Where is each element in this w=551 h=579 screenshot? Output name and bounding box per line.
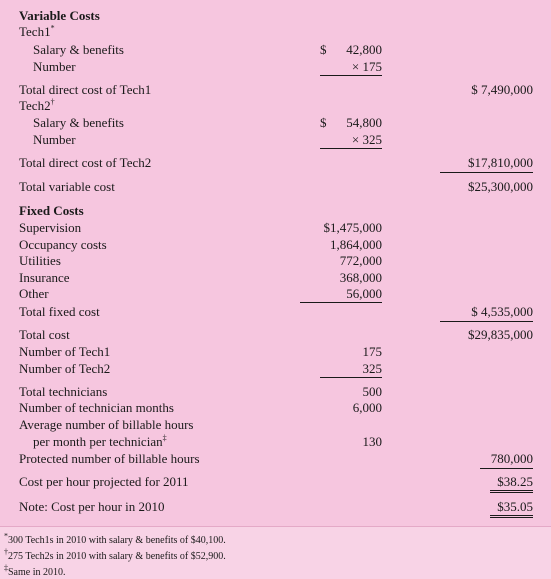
technician-months-value: 6,000 [352, 400, 382, 415]
footnote [4, 531, 226, 547]
avg-billable-label-line2-row [33, 434, 167, 449]
fixed-item-value: 368,000 [339, 270, 382, 285]
footnote-marker: * [4, 531, 8, 541]
fixed-item-label: Insurance [19, 270, 70, 285]
avg-billable-footnote-marker: ‡ [162, 433, 167, 443]
fixed-item-value: 772,000 [339, 253, 382, 268]
num-tech1-value: 175 [362, 344, 382, 359]
tech2-total-value: $17,810,000 [440, 155, 533, 173]
tech2-salary-label: Salary & benefits [33, 115, 124, 130]
total-technicians-value: 500 [362, 384, 382, 399]
avg-billable-label-line2: per month per technician [33, 434, 163, 449]
footnote-text: Same in 2010. [8, 567, 66, 578]
total-fixed-value: $ 4,535,000 [440, 304, 533, 322]
fixed-item-label: Supervision [19, 220, 82, 235]
cost-per-hour-2011-label: Cost per hour projected for 2011 [19, 474, 189, 489]
tech2-label-row [19, 98, 55, 113]
footnotes [0, 526, 551, 579]
total-variable-label: Total variable cost [19, 179, 115, 194]
footnote [4, 547, 226, 563]
tech2-number-label: Number [33, 132, 76, 147]
protected-hours-label: Protected number of billable hours [19, 451, 200, 466]
fixed-item-label: Utilities [19, 253, 61, 268]
total-variable-value: $25,300,000 [468, 179, 533, 194]
fixed-costs-heading: Fixed Costs [19, 203, 84, 218]
cost-per-hour-2010-label: Note: Cost per hour in 2010 [19, 499, 165, 514]
tech1-footnote-marker: * [50, 23, 55, 33]
tech1-total-value: $ 7,490,000 [471, 82, 533, 97]
fixed-item-value: $1,475,000 [323, 220, 382, 235]
tech1-salary-label: Salary & benefits [33, 42, 124, 57]
fixed-item-value: 1,864,000 [330, 237, 382, 252]
cost-per-hour-2011-value: $38.25 [490, 474, 533, 493]
tech1-number-label: Number [33, 59, 76, 74]
tech1-label-row [19, 24, 55, 39]
variable-costs-heading: Variable Costs [19, 8, 100, 23]
total-cost-value: $29,835,000 [468, 327, 533, 342]
footnote-marker: † [4, 547, 8, 557]
footnote-text: 300 Tech1s in 2010 with salary & benefits of $40,100. [8, 535, 226, 546]
footnote-text: 275 Tech2s in 2010 with salary & benefits of $52,900. [8, 551, 226, 562]
fixed-item-label: Occupancy costs [19, 237, 107, 252]
total-technicians-label: Total technicians [19, 384, 108, 399]
tech2-label: Tech2 [19, 98, 51, 113]
num-tech1-label: Number of Tech1 [19, 344, 111, 359]
protected-hours-value: 780,000 [480, 451, 533, 469]
num-tech2-value: 325 [320, 361, 382, 378]
cost-per-hour-2010-value: $35.05 [490, 499, 533, 518]
fixed-item-label: Other [19, 286, 49, 301]
tech1-number-value: × 175 [320, 59, 382, 76]
fixed-item-value: 56,000 [300, 286, 382, 303]
tech2-footnote-marker: † [50, 97, 55, 107]
avg-billable-label-line1: Average number of billable hours [19, 417, 194, 432]
num-tech2-label: Number of Tech2 [19, 361, 111, 376]
tech2-salary-value: $ 54,800 [320, 115, 382, 130]
total-cost-label: Total cost [19, 327, 70, 342]
footnote-marker: ‡ [4, 563, 8, 573]
total-fixed-label: Total fixed cost [19, 304, 100, 319]
tech1-salary-value: $ 42,800 [320, 42, 382, 57]
technician-months-label: Number of technician months [19, 400, 174, 415]
tech2-total-label: Total direct cost of Tech2 [19, 155, 152, 170]
footnote [4, 563, 66, 579]
avg-billable-value: 130 [362, 434, 382, 449]
tech1-total-label: Total direct cost of Tech1 [19, 82, 152, 97]
tech1-label: Tech1 [19, 24, 51, 39]
tech2-number-value: × 325 [320, 132, 382, 149]
